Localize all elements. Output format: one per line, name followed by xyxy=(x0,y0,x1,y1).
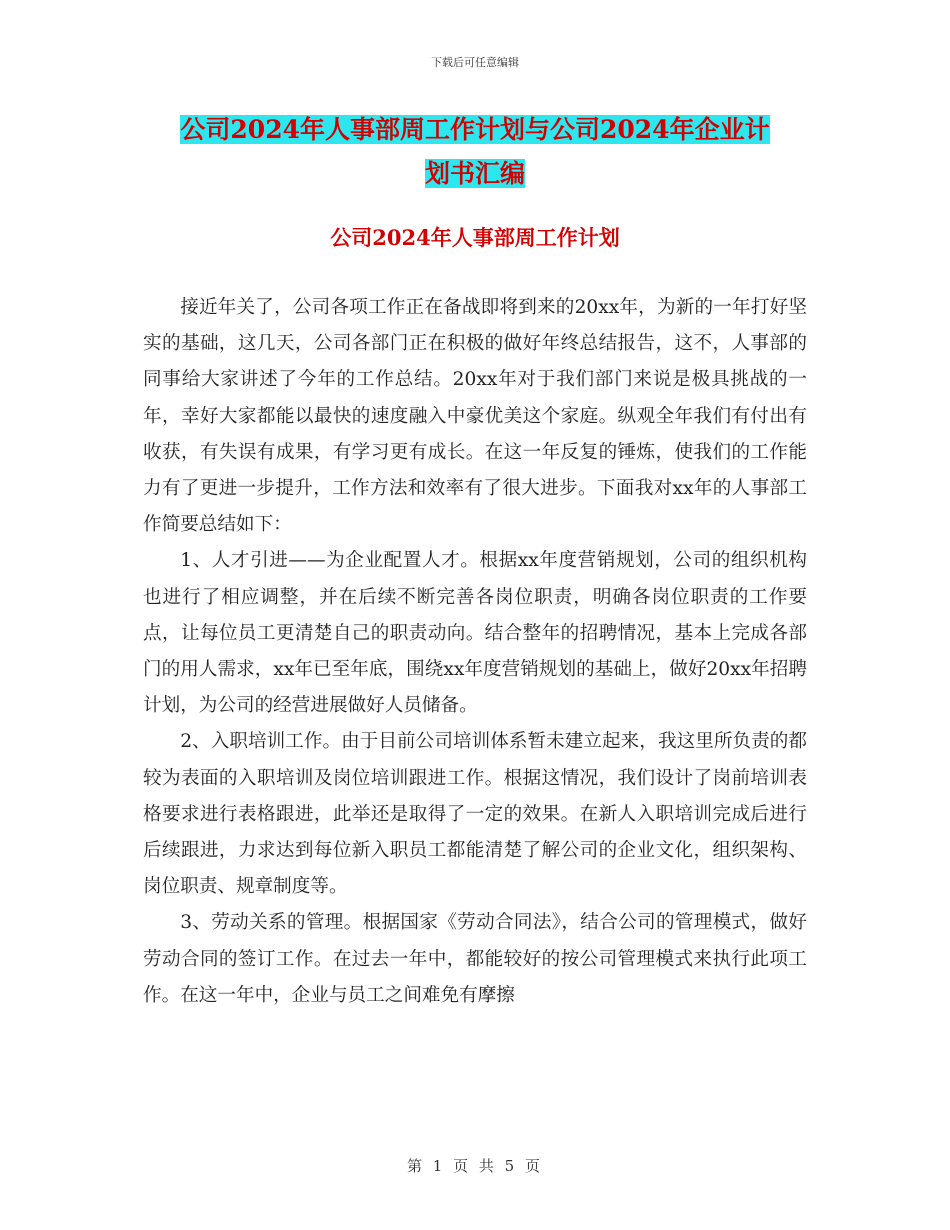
document-title-line1: 公司2024年人事部周工作计划与公司2024年企业计 xyxy=(180,115,770,144)
body-paragraph-training: 2、入职培训工作。由于目前公司培训体系暂未建立起来，我这里所负责的都较为表面的入职培训及岗位培训跟进工作。根据这情况，我们设计了岗前培训表格要求进行表格跟进，此举还是取得了一定的效果。在新人入职培训完成后进行后续跟进，力求达到每位新入职员工都能清楚了解公司的企业文化，组织架构、岗位职责、规章制度等。 xyxy=(143,731,807,898)
page-footer: 第 1 页 共 5 页 xyxy=(407,1157,543,1175)
body-paragraph-talent: 1、人才引进——为企业配置人才。根据xx年度营销规划，公司的组织机构也进行了相应调整，并在后续不断完善各岗位职责，明确各岗位职责的工作要点，让每位员工更清楚自己的职责动向。结合整年的招聘情况，基本上完成各部门的用人需求，xx年已至年底，围绕xx年度营销规划的基础上，做好20xx年招聘计划，为公司的经营进展做好人员储备。 xyxy=(143,550,807,717)
header-note: 下载后可任意编辑 xyxy=(431,56,519,69)
document-title xyxy=(140,108,810,196)
body-paragraph-labor: 3、劳动关系的管理。根据国家《劳动合同法》，结合公司的管理模式，做好劳动合同的签订工作。在过去一年中，都能较好的按公司管理模式来执行此项工作。在这一年中，企业与员工之间难免有摩擦 xyxy=(143,912,807,1006)
document-body xyxy=(143,290,807,1014)
body-paragraph-intro: 接近年关了，公司各项工作正在备战即将到来的20xx年，为新的一年打好坚实的基础，这几天，公司各部门正在积极的做好年终总结报告，这不，人事部的同事给大家讲述了今年的工作总结。20xx年对于我们部门来说是极具挑战的一年，幸好大家都能以最快的速度融入中豪优美这个家庭。纵观全年我们有付出有收获，有失误有成果，有学习更有成长。在这一年反复的锤炼，使我们的工作能力有了更进一步提升，工作方法和效率有了很大进步。下面我对xx年的人事部工作简要总结如下： xyxy=(143,297,807,536)
document-title-line2: 划书汇编 xyxy=(424,159,525,188)
section-title: 公司2024年人事部周工作计划 xyxy=(330,225,620,250)
